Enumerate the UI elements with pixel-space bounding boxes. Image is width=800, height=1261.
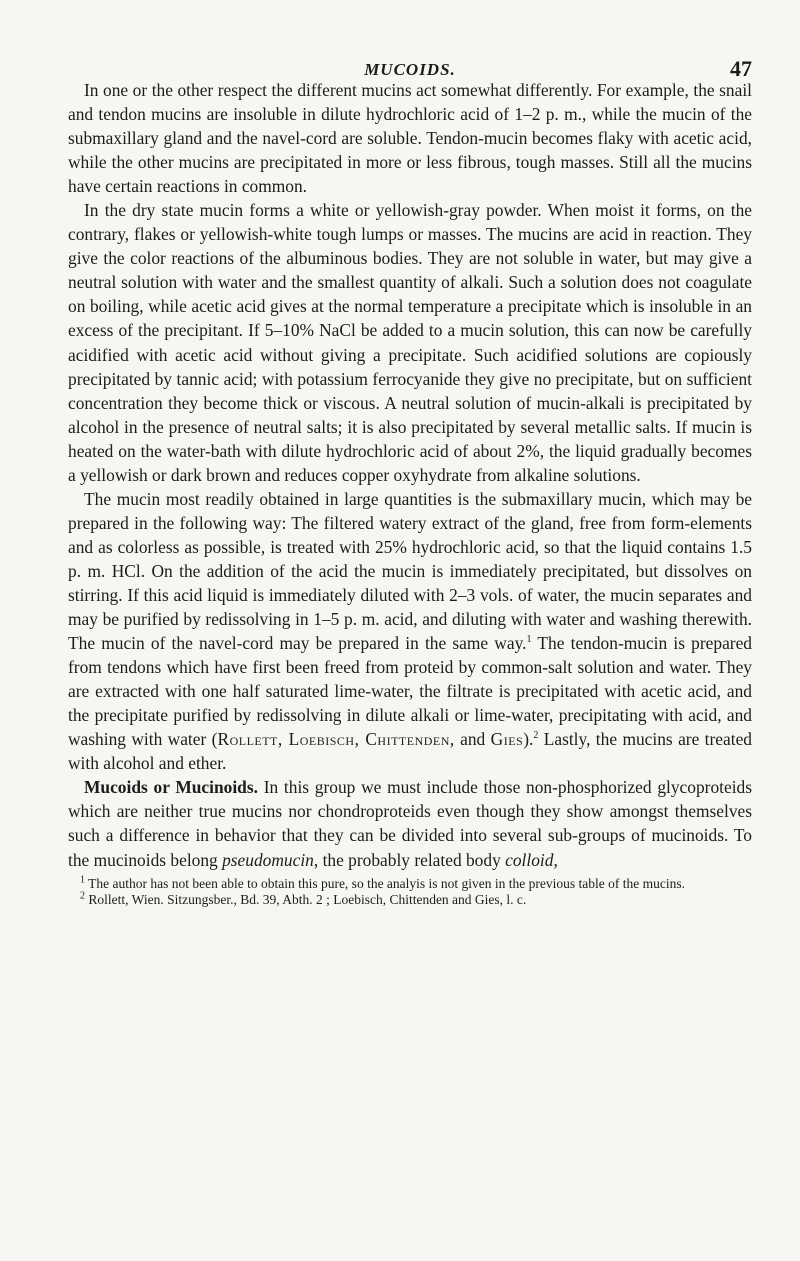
running-title: MUCOIDS.: [364, 60, 456, 79]
footnote-1-text: The author has not been able to obtain this pure, so the analyis is not given in the previous table of the mucins.: [85, 875, 685, 891]
paragraph-3-text-d: Lastly, the mucins are treated with alcohol and ether.: [68, 729, 752, 774]
paragraph-4-text-c: ,: [553, 849, 558, 870]
paragraph-3: [68, 487, 752, 776]
footnote-ref-1: 1: [526, 634, 532, 646]
term-colloid: colloid: [505, 849, 554, 870]
paragraph-3-text-b: The tendon-mucin is prepared from tendons which have first been freed from proteid by common-salt solution and water. They are extracted with one half saturated lime-water, the filtrate is precipitated with acetic acid, and the precipitate purified by redissolving in dilute alkali or lime-water, precipitating with acid, and washing with water (: [68, 633, 752, 750]
footnote-1: [68, 876, 752, 892]
author-gies: Gies: [490, 729, 524, 750]
footnote-2-mark: 2: [80, 890, 85, 902]
paragraph-4-text-b: , the probably related body: [313, 849, 506, 870]
page-header: [68, 0, 752, 81]
footnote-1-mark: 1: [80, 874, 85, 886]
term-pseudomucin: pseudomucin: [222, 849, 314, 870]
paragraph-1: In one or the other respect the different mucins act somewhat differently. For example, the snail and tendon mucins are insoluble in dilute hydrochloric acid of 1–2 p. m., while the mucin of the submaxillary gland and the navel-cord are soluble. Tendon-mucin becomes flaky with acetic acid, while the other mucins are precipitated in more or less fibrous, tough masses. Still all the mucins have certain reactions in common.: [68, 80, 752, 197]
footnote-2: [68, 892, 752, 908]
paragraph-4: [68, 775, 752, 871]
page-number: 47: [730, 56, 752, 81]
paragraph-4-text-a: In this group we must include those non-phosphorized glycoproteids which are neither true mucins nor chondroproteids even though they show amongst themselves such a difference in behavior that they can be divided into several sub-groups of mucinoids. To the mucinoids belong: [68, 777, 752, 870]
footnote-2-text: Rollett, Wien. Sitzungsber., Bd. 39, Abth. 2 ; Loebisch, Chittenden and Gies, l. c.: [85, 891, 527, 907]
footnote-ref-2: 2: [533, 730, 539, 742]
paragraph-2: In the dry state mucin forms a white or yellowish-gray powder. When moist it forms, on the contrary, flakes or yellowish-white tough lumps or masses. The mucins are acid in reaction. They give the color reactions of the albuminous bodies. They are not soluble in water, but may give a neutral solution with water and the smallest quantity of alkali. Such a solution does not coagulate on boiling, while acetic acid gives at the normal temperature a precipitate which is insoluble in an excess of the precipitant. If 5–10% NaCl be added to a mucin solution, this can now be carefully acidified with acetic acid without giving a precipitate. Such acidified solutions are copiously precipitated by tannic acid; with potassium ferrocyanide they give no precipitate, but on sufficient concentration they become thick or viscous. A neutral solution of mucin-alkali is precipitated by alcohol in the presence of neutral salts; it is also precipitated by several metallic salts. If mucin is heated on the water-bath with dilute hydrochloric acid of about 2%, the liquid gradually becomes a yellowish or dark brown and reduces copper oxyhydrate from alkaline solutions.: [68, 200, 752, 485]
body-text: [68, 78, 752, 872]
section-heading: Mucoids or Mucinoids.: [84, 777, 258, 798]
paragraph-3-text-c: ).: [523, 729, 534, 750]
paragraph-3-text-a: The mucin most readily obtained in large quantities is the submaxillary mucin, which may be prepared in the following way: The filtered watery extract of the gland, free from form-elements and as colorless as possible, is treated with 25% hydrochloric acid, so that the liquid contains 1.5 p. m. HCl. On the addition of the acid the mucin is immediately precipitated, but dissolves on stirring. If this acid liquid is immediately diluted with 2–3 vols. of water, the mucin separates and may be purified by redissolving in 1–5 p. m. acid, and diluting with water and washing therewith. The mucin of the navel-cord may be prepared in the same way.: [68, 488, 752, 654]
paragraph-3-and: and: [454, 729, 491, 750]
author-names: Rollett, Loebisch, Chittenden,: [217, 729, 455, 750]
footnotes: [68, 876, 752, 908]
